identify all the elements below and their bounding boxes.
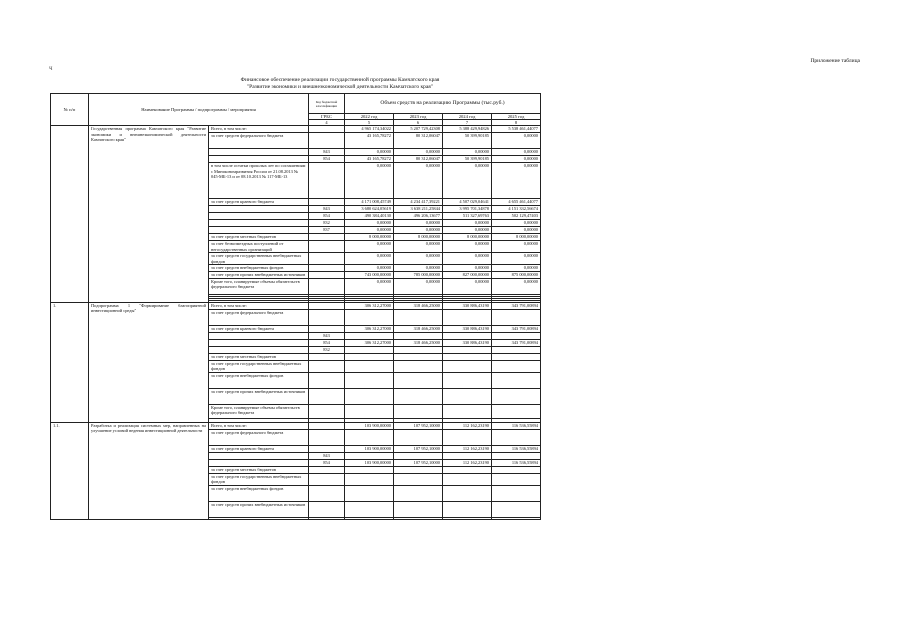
value-cell: 0,00000 (443, 220, 492, 227)
value-cell: 343 791,00894 (492, 339, 541, 346)
value-cell: 43 165,78272 (345, 156, 394, 163)
title-line-2: "Развитие экономики и внешнеэкономической деятельности Камчатского края" (246, 84, 434, 90)
value-cell: 330 886,43190 (443, 302, 492, 309)
value-cell: 0,00000 (394, 227, 443, 234)
value-cell: 4 171 008,45749 (345, 199, 394, 206)
value-cell: 0,00000 (492, 149, 541, 156)
value-cell: 116 536,55894 (492, 445, 541, 452)
col-header-no: № п/п (51, 94, 89, 126)
value-cell: 0,00000 (443, 163, 492, 199)
source-label: за счет средств внебюджетных фондов (209, 264, 309, 271)
source-label: за счет средств государственных внебюджетных фондов (209, 253, 309, 264)
value-cell: 116 536,55894 (492, 459, 541, 466)
value-cell: 0,00000 (345, 241, 394, 253)
grbs-code: 837 (309, 227, 345, 234)
col-header-code: Код бюджетной классификации (309, 94, 345, 114)
value-cell: 0,00000 (443, 149, 492, 156)
value-cell: 0,00000 (345, 149, 394, 156)
value-cell: 306 312,27000 (345, 302, 394, 309)
value-cell: 785 000,00000 (394, 271, 443, 278)
value-cell: 0,00000 (394, 241, 443, 253)
value-cell: 3 995 701,34878 (443, 206, 492, 213)
value-cell: 318 466,25000 (394, 302, 443, 309)
col-header-year-2022: 2022 год (345, 114, 394, 120)
col-number: 8 (492, 120, 541, 126)
source-label: Кроме того, планируемые объемы обязательств федерального бюджета (209, 404, 309, 418)
value-cell: 103 900,00000 (345, 459, 394, 466)
value-cell: 490 384,40130 (345, 213, 394, 220)
document-title (120, 77, 560, 91)
value-cell: 107 952,10000 (394, 422, 443, 429)
source-label: за счет средств прочих внебюджетных источников (209, 501, 309, 517)
value-cell: 112 162,23190 (443, 445, 492, 452)
source-label: за счет средств краевого бюджета (209, 199, 309, 206)
value-cell: 50 399,90185 (443, 156, 492, 163)
source-label: за счет средств краевого бюджета (209, 445, 309, 452)
value-cell: 5 207 729,42308 (394, 126, 443, 133)
value-cell: 8 000,00000 (394, 234, 443, 241)
grbs-code: 854 (309, 459, 345, 466)
grbs-code: 854 (309, 213, 345, 220)
value-cell: 511 327,69763 (443, 213, 492, 220)
value-cell: 8 000,00000 (443, 234, 492, 241)
grbs-code: 843 (309, 452, 345, 459)
value-cell: 0,00000 (394, 220, 443, 227)
row-number: 1.1. (51, 422, 89, 519)
grbs-code: 832 (309, 220, 345, 227)
value-cell: 0,00000 (492, 264, 541, 271)
col-header-name: Наименование Программы / подпрограммы / мероприятия (89, 94, 309, 126)
value-cell: 0,00000 (443, 241, 492, 253)
value-cell: 0,00000 (394, 149, 443, 156)
value-cell: 5 538 461,44077 (492, 126, 541, 133)
title-line-1: Финансовое обеспечение реализации государственной программы Камчатского края (240, 77, 440, 83)
measure-name: Разработка и реализация системных мер, направленных на улучшение условий ведения инвестиционной деятельности (89, 422, 209, 519)
value-cell: 0,00000 (443, 278, 492, 294)
value-cell: 496 206,13677 (394, 213, 443, 220)
col-header-volume: Объем средств на реализацию Программы (тыс.руб.) (345, 94, 541, 114)
col-header-grbs: ГРБС (309, 114, 345, 120)
scan-mark: ч (49, 64, 53, 72)
value-cell: 43 165,78272 (345, 133, 394, 149)
value-cell: 4 151 332,56674 (492, 206, 541, 213)
value-cell: 318 466,25000 (394, 339, 443, 346)
grbs-code: 843 (309, 149, 345, 156)
value-cell: 743 000,00000 (345, 271, 394, 278)
value-cell: 306 312,27000 (345, 325, 394, 332)
source-label: за счет средств федерального бюджета (209, 429, 309, 445)
source-label: за счет средств местных бюджетов (209, 466, 309, 473)
value-cell: 0,00000 (345, 220, 394, 227)
grbs-code: 854 (309, 339, 345, 346)
value-cell: 3 680 624,05619 (345, 206, 394, 213)
value-cell: 0,00000 (492, 227, 541, 234)
source-label: за счет средств государственных внебюджетных фондов (209, 473, 309, 485)
source-label: Всего, в том числе: (209, 422, 309, 429)
value-cell: 8 000,00000 (492, 234, 541, 241)
value-cell: 0,00000 (345, 264, 394, 271)
grbs-code: 832 (309, 346, 345, 353)
value-cell: 0,00000 (492, 156, 541, 163)
value-cell: 103 900,00000 (345, 422, 394, 429)
program-name: Государственная программа Камчатского края "Развитие экономики и внешнеэкономической деятельности Камчатского края" (89, 126, 209, 302)
source-label: за счет средств внебюджетных фондов (209, 485, 309, 501)
source-label: за счет средств федерального бюджета (209, 133, 309, 149)
value-cell: 107 952,10000 (394, 445, 443, 452)
value-cell: 0,00000 (345, 253, 394, 264)
source-label: за счет средств государственных внебюджетных фондов (209, 360, 309, 372)
value-cell: 0,00000 (394, 253, 443, 264)
source-label: в том числе остатки прошлых лет по соглашениям с Минэкономразвития России от 21.08.2013 № 045-МБ-13 и от 08.10.2013 № 117-МБ-13 (209, 163, 309, 199)
value-cell: 4 655 461,44077 (492, 199, 541, 206)
financing-table-container (50, 93, 858, 520)
source-label: Всего, в том числе: (209, 302, 309, 309)
value-cell: 112 162,23190 (443, 422, 492, 429)
col-header-year-2023: 2023 год (394, 114, 443, 120)
value-cell: 343 791,00894 (492, 302, 541, 309)
source-label: за счет средств местных бюджетов (209, 353, 309, 360)
value-cell: 80 312,06047 (394, 133, 443, 149)
value-cell: 3 638 211,25844 (394, 206, 443, 213)
value-cell: 116 536,55894 (492, 422, 541, 429)
col-number: 4 (309, 120, 345, 126)
col-header-year-2025: 2025 год (492, 114, 541, 120)
value-cell: 330 886,43190 (443, 339, 492, 346)
value-cell: 112 162,23190 (443, 459, 492, 466)
source-label: за счет средств федерального бюджета (209, 309, 309, 325)
col-header-year-2024: 2024 год (443, 114, 492, 120)
value-cell: 306 312,27000 (345, 339, 394, 346)
col-number: 7 (443, 120, 492, 126)
value-cell: 318 466,25000 (394, 325, 443, 332)
grbs-code: 843 (309, 332, 345, 339)
value-cell: 0,00000 (492, 220, 541, 227)
value-cell: 0,00000 (345, 227, 394, 234)
value-cell: 0,00000 (394, 163, 443, 199)
value-cell: 0,00000 (492, 163, 541, 199)
value-cell: 330 886,43190 (443, 325, 492, 332)
financing-table (50, 93, 859, 520)
subprogram-name: Подпрограмма 1 "Формирование благоприятной инвестиционной среды" (89, 302, 209, 422)
value-cell: 0,00000 (345, 278, 394, 294)
source-label: Кроме того, планируемые объемы обязательств федерального бюджета (209, 278, 309, 294)
value-cell: 0,00000 (394, 278, 443, 294)
appendix-label: Приложение таблица (810, 58, 860, 64)
value-cell: 0,00000 (443, 227, 492, 234)
col-number: 5 (345, 120, 394, 126)
value-cell: 0,00000 (492, 241, 541, 253)
value-cell: 343 791,00894 (492, 325, 541, 332)
value-cell: 4 507 029,04641 (443, 199, 492, 206)
value-cell: 5 388 429,94826 (443, 126, 492, 133)
grbs-code: 843 (309, 206, 345, 213)
value-cell: 103 900,00000 (345, 445, 394, 452)
value-cell: 0,00000 (345, 163, 394, 199)
value-cell: 827 000,00000 (443, 271, 492, 278)
col-number: 6 (394, 120, 443, 126)
value-cell: 875 000,00000 (492, 271, 541, 278)
header-row-1 (51, 94, 859, 114)
value-cell: 80 312,06047 (394, 156, 443, 163)
grbs-code: 854 (309, 156, 345, 163)
value-cell: 50 399,90185 (443, 133, 492, 149)
value-cell: 0,00000 (443, 253, 492, 264)
value-cell: 4 234 417,39221 (394, 199, 443, 206)
source-label: за счет средств прочих внебюджетных источников (209, 388, 309, 404)
row-number: 1. (51, 302, 89, 422)
source-label: Всего, в том числе: (209, 126, 309, 133)
value-cell: 0,00000 (492, 133, 541, 149)
value-cell: 4 965 174,34022 (345, 126, 394, 133)
value-cell: 0,00000 (394, 264, 443, 271)
source-label: за счет безвозмездных поступлений от негосударственных организаций (209, 241, 309, 253)
source-label: за счет средств прочих внебюджетных источников (209, 271, 309, 278)
source-label: за счет средств внебюджетных фондов (209, 372, 309, 388)
source-label: за счет средств местных бюджетов (209, 234, 309, 241)
value-cell: 0,00000 (492, 253, 541, 264)
value-cell: 0,00000 (443, 264, 492, 271)
value-cell: 502 129,47403 (492, 213, 541, 220)
value-cell: 107 952,10000 (394, 459, 443, 466)
value-cell: 0,00000 (492, 278, 541, 294)
value-cell: 8 000,00000 (345, 234, 394, 241)
source-label: за счет средств краевого бюджета (209, 325, 309, 332)
